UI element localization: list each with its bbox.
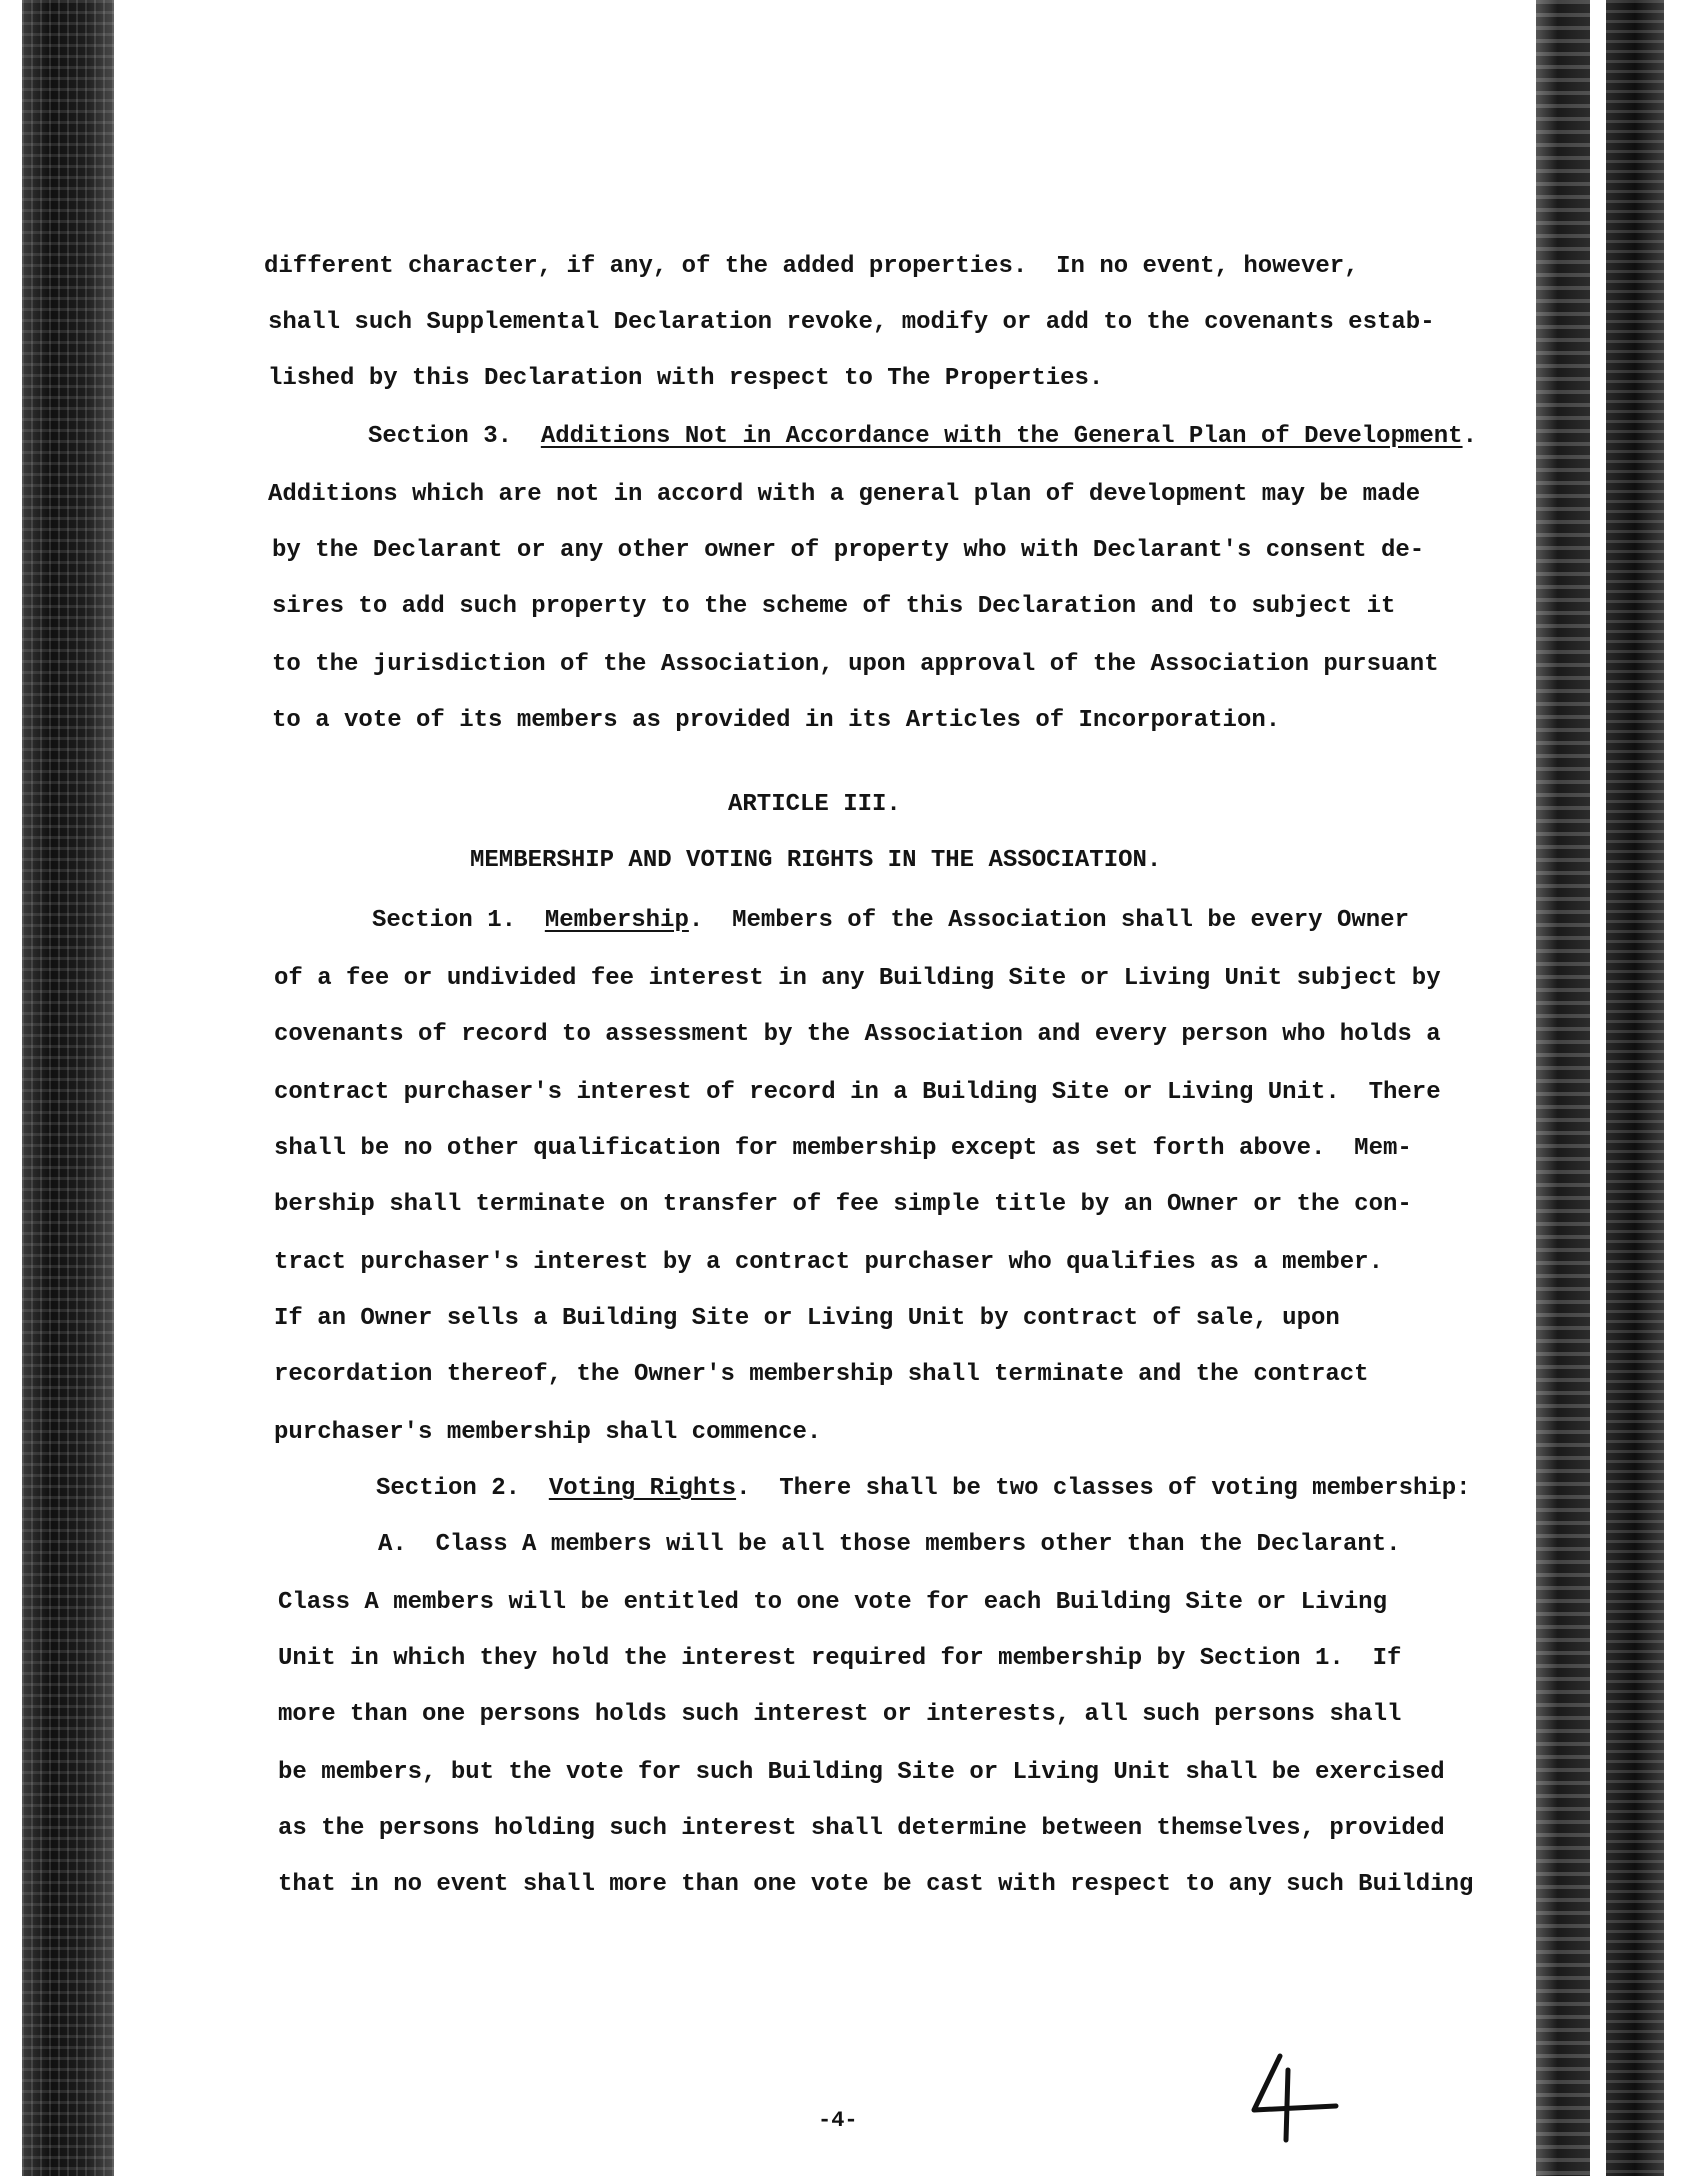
section-heading-suffix: . [1462, 423, 1477, 450]
body-line: of a fee or undivided fee interest in any Building Site or Living Unit subject by [274, 965, 1441, 992]
section-number: Section 2. [376, 1475, 549, 1502]
body-line: different character, if any, of the added properties. In no event, however, [264, 253, 1359, 280]
body-line: recordation thereof, the Owner's membership shall terminate and the contract [274, 1361, 1369, 1388]
section-title: Additions Not in Accordance with the General Plan of Development [540, 423, 1463, 450]
section-2-heading [376, 1474, 1471, 1504]
body-line: Class A members will be entitled to one vote for each Building Site or Living [278, 1589, 1387, 1616]
scan-edge-right-outer [1606, 0, 1664, 2176]
body-line: as the persons holding such interest shall determine between themselves, provided [278, 1815, 1445, 1842]
section-title: Membership [544, 907, 689, 934]
body-line: to the jurisdiction of the Association, upon approval of the Association pursuant [272, 651, 1439, 678]
body-line: tract purchaser's interest by a contract purchaser who qualifies as a member. [274, 1249, 1383, 1276]
class-a-definition: A. Class A members will be all those members other than the Declarant. [378, 1531, 1401, 1558]
section-3-heading [368, 422, 1477, 452]
section-1-heading [372, 906, 1409, 936]
section-title: Voting Rights [548, 1475, 737, 1502]
body-line: to a vote of its members as provided in its Articles of Incorporation. [272, 707, 1281, 734]
body-line: contract purchaser's interest of record in a Building Site or Living Unit. There [274, 1079, 1441, 1106]
body-line: bership shall terminate on transfer of fee simple title by an Owner or the con- [274, 1191, 1412, 1218]
scan-edge-right-inner [1536, 0, 1590, 2176]
article-title: MEMBERSHIP AND VOTING RIGHTS IN THE ASSOCIATION. [470, 847, 1162, 874]
body-line: covenants of record to assessment by the Association and every person who holds a [274, 1021, 1441, 1048]
scan-edge-left [22, 0, 114, 2176]
page-number: -4- [818, 2108, 858, 2133]
body-line: that in no event shall more than one vote be cast with respect to any such Building [278, 1871, 1474, 1898]
body-line: lished by this Declaration with respect to The Properties. [268, 365, 1104, 392]
section-number: Section 3. [368, 423, 541, 450]
body-line: more than one persons holds such interest or interests, all such persons shall [278, 1701, 1402, 1728]
body-line: be members, but the vote for such Building Site or Living Unit shall be exercised [278, 1759, 1445, 1786]
body-line: shall such Supplemental Declaration revoke, modify or add to the covenants estab- [268, 309, 1435, 336]
body-line: sires to add such property to the scheme of this Declaration and to subject it [272, 593, 1396, 620]
body-line: shall be no other qualification for membership except as set forth above. Mem- [274, 1135, 1412, 1162]
handwritten-page-number-icon [1240, 2048, 1350, 2148]
body-line: If an Owner sells a Building Site or Living Unit by contract of sale, upon [274, 1305, 1340, 1332]
section-heading-suffix: . Members of the Association shall be every Owner [688, 907, 1409, 934]
body-line: Additions which are not in accord with a general plan of development may be made [268, 481, 1421, 508]
section-heading-suffix: . There shall be two classes of voting membership: [736, 1475, 1471, 1502]
body-line: by the Declarant or any other owner of property who with Declarant's consent de- [272, 537, 1425, 564]
article-number: ARTICLE III. [728, 791, 901, 818]
section-number: Section 1. [372, 907, 545, 934]
body-line: purchaser's membership shall commence. [274, 1419, 822, 1446]
body-line: Unit in which they hold the interest required for membership by Section 1. If [278, 1645, 1402, 1672]
